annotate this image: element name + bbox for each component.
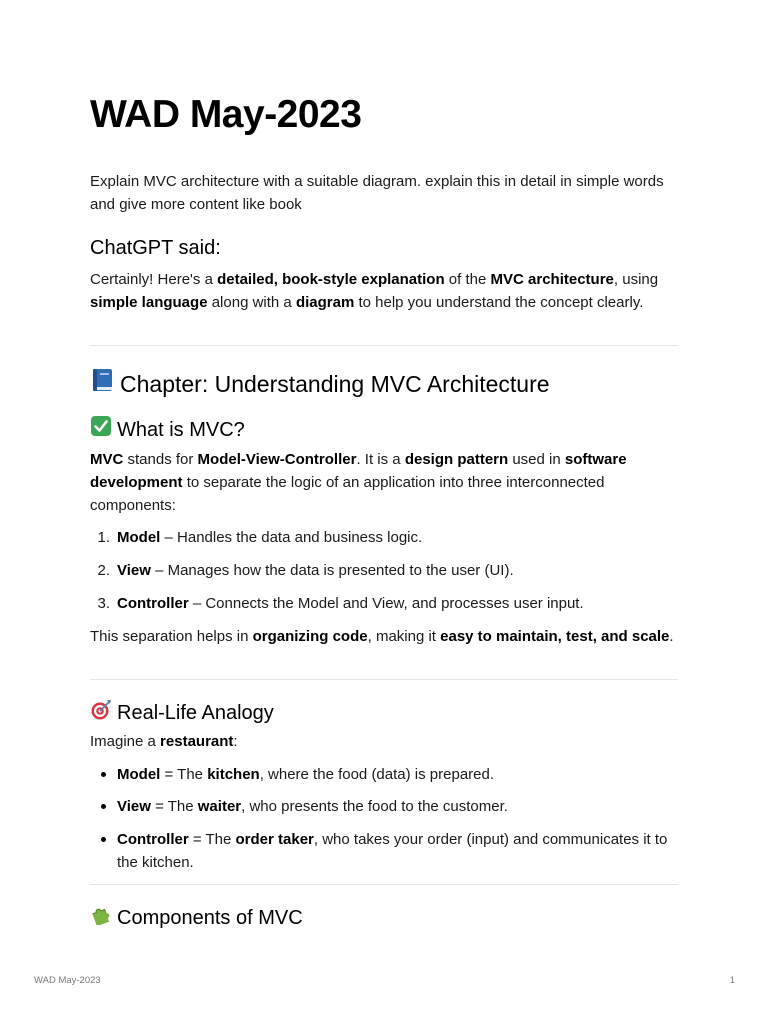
text-run: , who takes your order (input) and communicates it to the kitchen. bbox=[117, 831, 668, 871]
text-run: – Handles the data and business logic. bbox=[160, 529, 423, 546]
what-is-mvc-title: What is MVC? bbox=[117, 418, 245, 441]
text-run: Imagine a bbox=[90, 733, 161, 750]
bold-text: MVC bbox=[90, 451, 124, 468]
text-run: , where the food (data) is prepared. bbox=[259, 766, 495, 783]
list-item-text bbox=[117, 763, 678, 786]
list-marker: 2. bbox=[97, 562, 110, 579]
separation-paragraph bbox=[90, 625, 678, 648]
list-marker: 1. bbox=[97, 529, 110, 546]
text-run: , using bbox=[613, 271, 659, 288]
list-item bbox=[90, 559, 678, 582]
analogy-title: Real-Life Analogy bbox=[117, 701, 274, 724]
text-run: to help you understand the concept clearly. bbox=[354, 294, 644, 311]
bullet bbox=[101, 837, 106, 842]
list-item bbox=[90, 828, 678, 874]
bold-text: software development bbox=[90, 451, 627, 491]
text-run: . bbox=[669, 628, 674, 645]
components-title: Components of MVC bbox=[117, 906, 303, 929]
bold-text: simple language bbox=[90, 294, 208, 311]
user-prompt bbox=[90, 170, 678, 216]
blue-book-icon bbox=[90, 367, 115, 400]
bold-text: detailed, book-style explanation bbox=[217, 271, 445, 288]
what-is-mvc-heading bbox=[90, 415, 678, 444]
chapter-title: Chapter: Understanding MVC Architecture bbox=[120, 370, 550, 397]
bold-text: Controller bbox=[117, 831, 189, 848]
target-icon bbox=[90, 698, 112, 727]
bold-text: View bbox=[117, 562, 151, 579]
bullet bbox=[101, 772, 106, 777]
bold-text: Controller bbox=[117, 595, 189, 612]
text-run: : bbox=[233, 733, 238, 750]
bold-text: kitchen bbox=[207, 766, 260, 783]
separation-text bbox=[90, 625, 678, 648]
text-run: to separate the logic of an application into three interconnected components: bbox=[90, 474, 605, 514]
chatgpt-said-heading: ChatGPT said: bbox=[90, 237, 221, 259]
text-run: . It is a bbox=[356, 451, 405, 468]
bullet bbox=[101, 804, 106, 809]
divider bbox=[90, 679, 678, 680]
bold-text: View bbox=[117, 798, 151, 815]
text-run: = The bbox=[160, 766, 208, 783]
footer-doc-title: WAD May-2023 bbox=[34, 975, 101, 986]
prompt-text: Explain MVC architecture with a suitable diagram. explain this in detail in simple words and give more content like book bbox=[90, 173, 664, 213]
bold-text: Model bbox=[117, 529, 161, 546]
intro-paragraph bbox=[90, 268, 678, 314]
list-item bbox=[90, 763, 678, 786]
response-label bbox=[90, 235, 678, 261]
text-run: – Connects the Model and View, and processes user input. bbox=[188, 595, 584, 612]
list-item-text bbox=[117, 559, 678, 582]
mvc-definition-paragraph bbox=[90, 448, 678, 517]
analogy-heading bbox=[90, 698, 678, 727]
list-marker: 3. bbox=[97, 595, 110, 612]
text-run: = The bbox=[188, 831, 236, 848]
imagine-text bbox=[90, 730, 678, 753]
text-run: of the bbox=[444, 271, 491, 288]
bold-text: restaurant bbox=[160, 733, 234, 750]
divider bbox=[90, 345, 678, 346]
bold-text: Model-View-Controller bbox=[197, 451, 357, 468]
bold-text: diagram bbox=[295, 294, 355, 311]
check-mark-icon bbox=[90, 415, 112, 444]
intro-text bbox=[90, 268, 678, 314]
list-item bbox=[90, 795, 678, 818]
puzzle-piece-icon bbox=[90, 903, 112, 932]
list-item bbox=[90, 526, 678, 549]
list-item-text bbox=[117, 526, 678, 549]
text-run: used in bbox=[508, 451, 565, 468]
components-heading bbox=[90, 903, 678, 932]
divider bbox=[90, 884, 678, 885]
text-run: stands for bbox=[123, 451, 198, 468]
imagine-paragraph bbox=[90, 730, 678, 753]
footer-page-number: 1 bbox=[729, 975, 735, 986]
text-run: – Manages how the data is presented to the user (UI). bbox=[150, 562, 514, 579]
text-run: , who presents the food to the customer. bbox=[241, 798, 508, 815]
text-run: This separation helps in bbox=[90, 628, 253, 645]
bold-text: design pattern bbox=[404, 451, 509, 468]
bold-text: organizing code bbox=[252, 628, 368, 645]
list-item-text bbox=[117, 795, 678, 818]
list-item-text bbox=[117, 828, 678, 874]
bold-text: easy to maintain, test, and scale bbox=[440, 628, 670, 645]
text-run: , making it bbox=[367, 628, 441, 645]
page-title: WAD May-2023 bbox=[90, 93, 362, 136]
mvc-definition-text bbox=[90, 448, 678, 517]
chapter-heading bbox=[90, 367, 678, 400]
bold-text: waiter bbox=[197, 798, 242, 815]
bold-text: order taker bbox=[235, 831, 314, 848]
bold-text: MVC architecture bbox=[490, 271, 614, 288]
text-run: along with a bbox=[207, 294, 296, 311]
text-run: Certainly! Here's a bbox=[90, 271, 218, 288]
bold-text: Model bbox=[117, 766, 161, 783]
text-run: = The bbox=[150, 798, 198, 815]
list-item-text bbox=[117, 592, 678, 615]
list-item bbox=[90, 592, 678, 615]
